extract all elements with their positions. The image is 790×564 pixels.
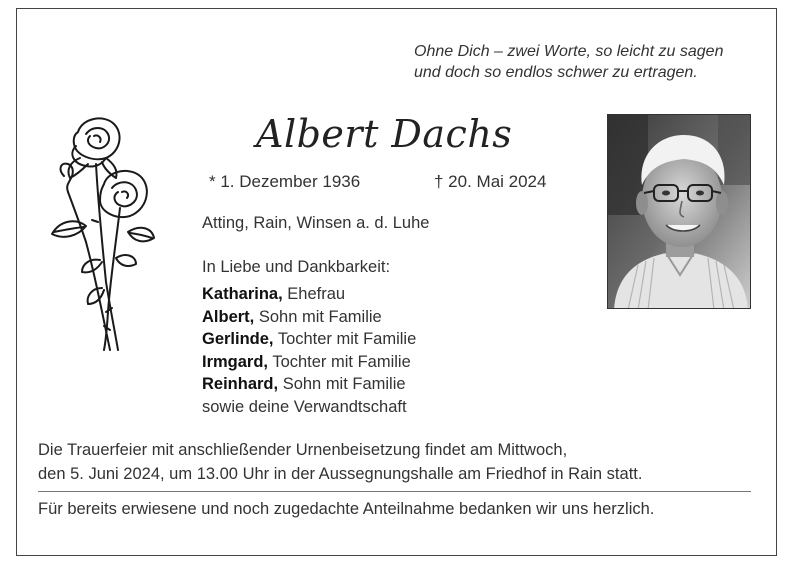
mourner-katharina [202, 283, 416, 306]
mourner-name: Reinhard, [202, 375, 279, 393]
mourner-name: Irmgard, [202, 352, 269, 371]
deceased-name: Albert Dachs [256, 112, 513, 156]
mourner-relation: Ehefrau [282, 285, 346, 303]
thanks-note: Für bereits erwiesene und noch zugedachte Anteilnahme bedanken wir uns herzlich. [38, 500, 655, 518]
residence-places: Atting, Rain, Winsen a. d. Luhe [202, 214, 430, 232]
memorial-quote [414, 41, 764, 83]
portrait-photo [607, 114, 751, 309]
mourner-relation: Sohn mit Familie [254, 307, 382, 326]
mourner-irmgard [202, 351, 416, 374]
quote-line-1: Ohne Dich – zwei Worte, so leicht zu sagen [414, 43, 724, 60]
mourner-gerlinde [202, 328, 416, 351]
quote-line-2: und doch so endlos schwer zu ertragen. [414, 64, 698, 81]
funeral-announcement [38, 438, 642, 486]
mourner-reinhard [202, 373, 416, 396]
mourners-list [202, 283, 416, 418]
mourner-name: Gerlinde, [202, 330, 274, 348]
rose-illustration [40, 112, 158, 354]
mourner-name: Albert, [202, 307, 255, 326]
birth-date: * 1. Dezember 1936 [209, 172, 361, 191]
divider [38, 491, 751, 492]
mourner-relation: Tochter mit Familie [268, 352, 411, 371]
ceremony-line-2: den 5. Juni 2024, um 13.00 Uhr in der Aussegnungshalle am Friedhof in Rain statt. [38, 465, 643, 483]
mourners-closing: sowie deine Verwandtschaft [202, 397, 407, 416]
mourner-relation: Tochter mit Familie [273, 330, 417, 348]
mourner-name: Katharina, [202, 285, 283, 303]
mourner-relation: Sohn mit Familie [278, 375, 406, 393]
mourners-intro: In Liebe und Dankbarkeit: [202, 258, 391, 276]
portrait-image [608, 115, 751, 309]
mourner-albert [202, 306, 416, 329]
death-date: † 20. Mai 2024 [434, 172, 547, 191]
ceremony-line-1: Die Trauerfeier mit anschließender Urnenbeisetzung findet am Mittwoch, [38, 441, 568, 459]
